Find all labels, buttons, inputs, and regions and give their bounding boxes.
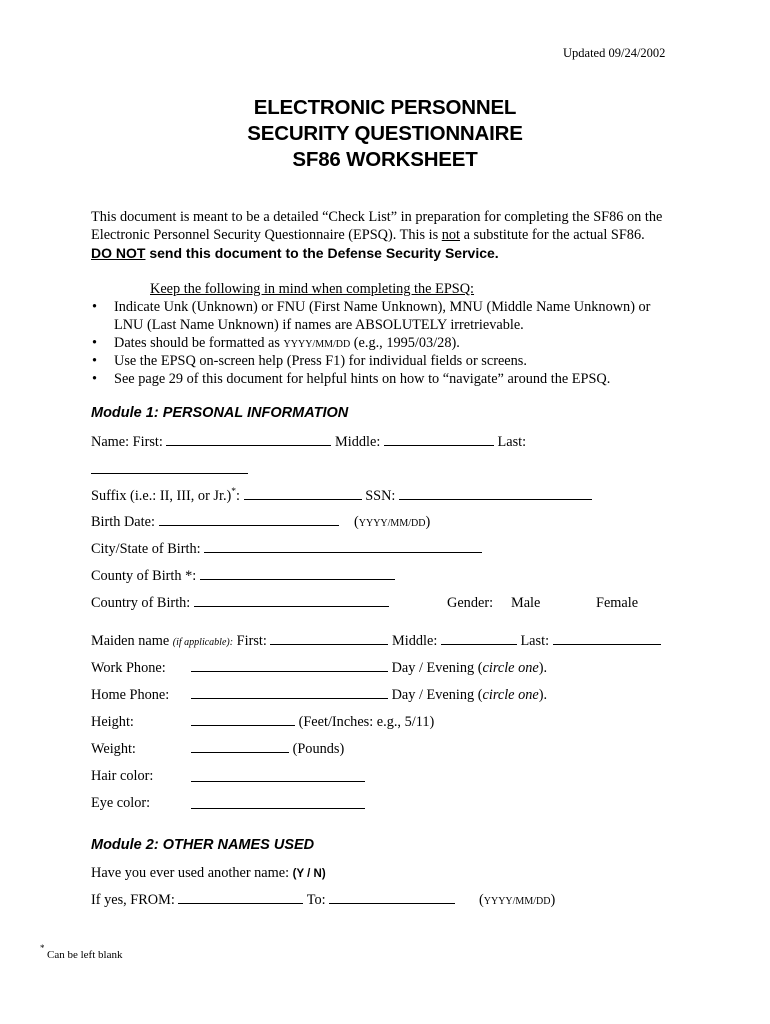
middle-name-field[interactable] (384, 434, 494, 446)
module-2-heading: Module 2: OTHER NAMES USED (91, 837, 315, 853)
gender-female-option[interactable]: Female (596, 595, 639, 611)
from-label: If yes, FROM: (91, 892, 175, 908)
height-field[interactable] (191, 714, 295, 726)
do-not-send-warning (91, 245, 499, 261)
work-phone-row (191, 660, 547, 677)
suffix-field[interactable] (244, 488, 362, 500)
footnote-mark: * (40, 943, 45, 953)
date-format: YYYY/MM/DD (283, 339, 351, 350)
warning-text: send this document to the Defense Security Service. (145, 245, 499, 261)
height-hint: (Feet/Inches: e.g., 5/11) (298, 714, 435, 730)
to-label: To: (306, 892, 326, 908)
birth-date-row (91, 514, 339, 531)
suffix-label: Suffix (i.e.: II, III, or Jr.) (91, 487, 232, 504)
weight-label: Weight: (91, 741, 136, 757)
hair-color-label: Hair color: (91, 768, 154, 784)
weight-hint: (Pounds) (292, 741, 345, 757)
to-date-field[interactable] (329, 892, 455, 904)
title-line-3: SF86 WORKSHEET (292, 148, 478, 171)
close-paren: ). (538, 660, 548, 676)
birth-date-label: Birth Date: (91, 514, 155, 530)
height-label: Height: (91, 714, 134, 730)
city-state-row (91, 541, 482, 558)
name-first-label: Name: First: (91, 434, 163, 450)
tip-1-line-2: LNU (Last Name Unknown) if names are ABSOLUTELY irretrievable. (114, 317, 524, 333)
yes-no-option[interactable]: (Y / N) (292, 868, 326, 880)
from-date-field[interactable] (178, 892, 303, 904)
last-name-field[interactable] (91, 462, 248, 474)
birth-date-field[interactable] (159, 514, 339, 526)
maiden-middle-label: Middle: (392, 633, 438, 649)
optional-asterisk: * (231, 487, 237, 497)
other-name-question: Have you ever used another name: (91, 865, 290, 881)
other-name-dates-row (91, 892, 455, 909)
circle-one-text: circle one (482, 687, 539, 703)
first-name-field[interactable] (166, 434, 331, 446)
county-row (91, 568, 395, 585)
other-name-question-row (91, 865, 326, 882)
day-evening-text: Day / Evening ( (391, 687, 483, 703)
work-phone-field[interactable] (191, 660, 388, 672)
intro-not: not (441, 227, 461, 243)
tip-3: Use the EPSQ on-screen help (Press F1) for individual fields or screens. (114, 353, 527, 369)
home-phone-field[interactable] (191, 687, 388, 699)
if-applicable-note: (if applicable): (172, 637, 234, 648)
county-label: County of Birth *: (91, 568, 197, 584)
work-phone-label: Work Phone: (91, 660, 166, 676)
bullet-icon: • (92, 299, 98, 315)
eye-color-field[interactable] (191, 795, 365, 809)
maiden-name-label: Maiden name (91, 633, 170, 649)
gender-label: Gender: (447, 595, 494, 611)
if-applicable-text: (if applicable) (172, 637, 230, 648)
name-row (91, 434, 526, 451)
tip-2-example: (e.g., 1995/03/28). (350, 335, 460, 351)
home-phone-label: Home Phone: (91, 687, 170, 703)
date-format: YYYY/MM/DD (358, 518, 426, 529)
city-state-label: City/State of Birth: (91, 541, 201, 557)
hair-color-field[interactable] (191, 768, 365, 782)
country-field[interactable] (194, 595, 389, 607)
title-line-1: ELECTRONIC PERSONNEL (253, 96, 517, 119)
tip-4: See page 29 of this document for helpful hints on how to “navigate” around the EPSQ. (114, 371, 611, 387)
circle-one-text: circle one (482, 660, 539, 676)
module-1-heading: Module 1: PERSONAL INFORMATION (91, 405, 349, 421)
ssn-label: SSN: (365, 487, 396, 504)
country-label: Country of Birth: (91, 595, 191, 611)
weight-row (191, 741, 344, 758)
ssn-field[interactable] (399, 488, 592, 500)
last-name-label: Last: (497, 434, 527, 450)
eye-color-label: Eye color: (91, 795, 151, 811)
maiden-middle-field[interactable] (441, 633, 517, 645)
intro-text: Electronic Personnel Security Questionnaire (EPSQ). This is (91, 227, 442, 243)
other-name-date-format: (YYYY/MM/DD) (479, 892, 556, 908)
county-field[interactable] (200, 568, 395, 580)
do-not-label: DO NOT (91, 245, 146, 261)
country-row (91, 595, 389, 612)
home-phone-row (191, 687, 547, 704)
title-line-2: SECURITY QUESTIONNAIRE (247, 122, 523, 145)
date-format: YYYY/MM/DD (483, 896, 551, 907)
intro-text-end: a substitute for the actual SF86. (460, 227, 645, 243)
maiden-last-field[interactable] (553, 633, 661, 645)
tips-heading: Keep the following in mind when completing the EPSQ: (150, 281, 475, 297)
height-row (191, 714, 434, 731)
close-paren: ). (538, 687, 548, 703)
maiden-first-label: First: (236, 633, 267, 649)
bullet-icon: • (92, 335, 98, 351)
maiden-name-row (91, 633, 661, 650)
middle-name-label: Middle: (335, 434, 381, 450)
suffix-colon: : (236, 487, 241, 504)
intro-line-2 (91, 227, 645, 244)
weight-field[interactable] (191, 741, 289, 753)
suffix-row (91, 487, 592, 505)
birth-date-format: (YYYY/MM/DD) (354, 514, 431, 530)
maiden-first-field[interactable] (270, 633, 388, 645)
tip-2 (114, 335, 460, 352)
bullet-icon: • (92, 353, 98, 369)
city-state-field[interactable] (204, 541, 482, 553)
maiden-last-label: Last: (520, 633, 550, 649)
tip-2-text: Dates should be formatted as (114, 335, 284, 351)
tip-1-line-1: Indicate Unk (Unknown) or FNU (First Name Unknown), MNU (Middle Name Unknown) or (114, 299, 651, 315)
gender-male-option[interactable]: Male (511, 595, 541, 611)
bullet-icon: • (92, 371, 98, 387)
updated-date: Updated 09/24/2002 (563, 46, 666, 60)
intro-line-1: This document is meant to be a detailed “Check List” in preparation for completing the SF86 on the (91, 209, 663, 225)
footnote-text: Can be left blank (47, 949, 123, 961)
day-evening-text: Day / Evening ( (391, 660, 483, 676)
